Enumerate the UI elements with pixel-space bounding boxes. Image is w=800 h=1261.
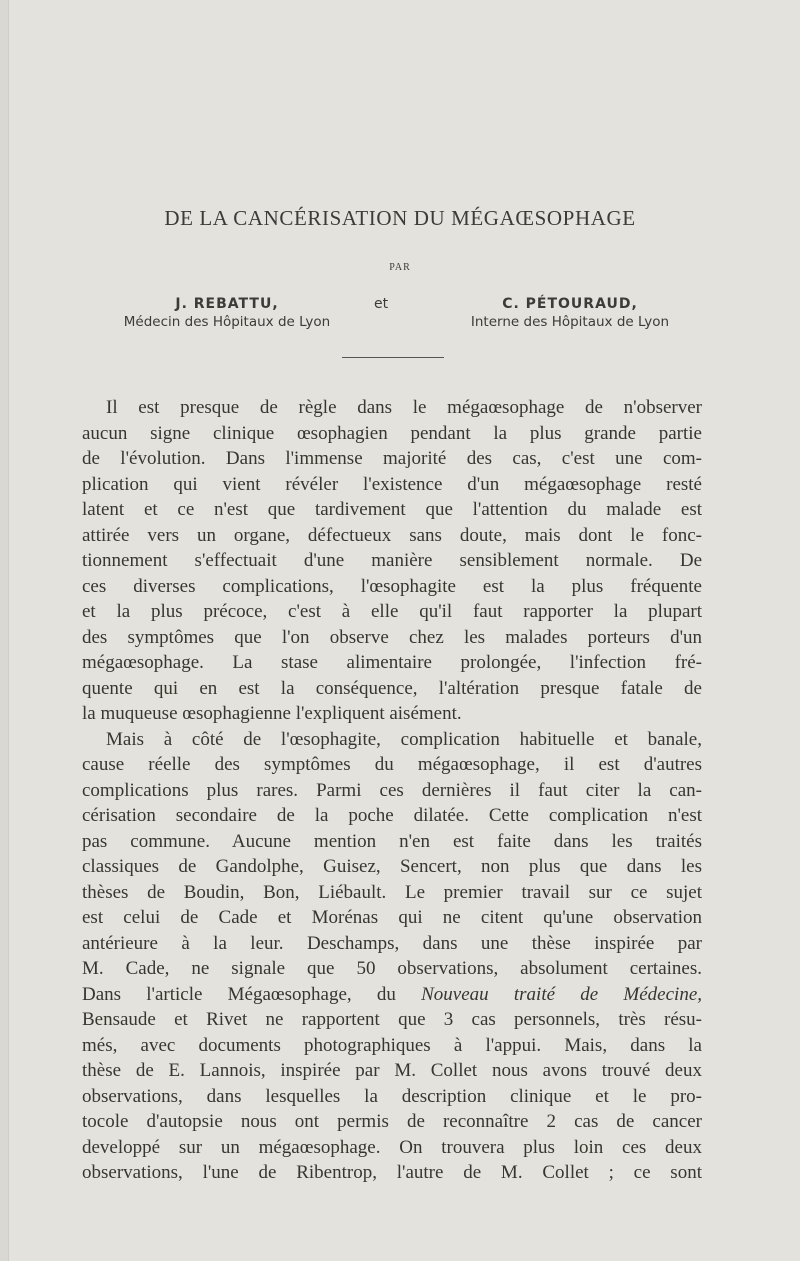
body-line: thèse de E. Lannois, inspirée par M. Collet nous avons trouvé deux — [82, 1060, 702, 1081]
body-line: Il est presque de règle dans le mégaœsophage de n'observer — [106, 397, 702, 418]
body-line-part: Dans l'article Mégaœsophage, du — [82, 983, 396, 1005]
by-label: PAR — [389, 262, 411, 273]
author-role: Médecin des Hôpitaux de Lyon — [123, 314, 331, 330]
author-rebattu — [67, 296, 387, 330]
conjunction: et — [374, 296, 389, 312]
body-line: la muqueuse œsophagienne l'expliquent aisément. — [82, 703, 462, 724]
italic-citation: Nouveau traité de Médecine, — [421, 983, 702, 1005]
author-name: J. REBATTU, — [175, 296, 279, 312]
body-line: cause réelle des symptômes du mégaœsophage, il est d'autres — [82, 754, 702, 775]
body-line: de l'évolution. Dans l'immense majorité des cas, c'est une com- — [82, 448, 702, 469]
body-line: més, avec documents photographiques à l'appui. Mais, dans la — [82, 1034, 702, 1056]
body-line: observations, l'une de Ribentrop, l'autre de M. Collet ; ce sont — [82, 1162, 702, 1183]
body-line: plication qui vient révéler l'existence d'un mégaœsophage resté — [82, 473, 702, 495]
body-line: Mais à côté de l'œsophagite, complication habituelle et banale, — [106, 728, 702, 750]
body-line: est celui de Cade et Morénas qui ne citent qu'une observation — [82, 907, 702, 928]
body-line: tionnement s'effectuait d'une manière sensiblement normale. De — [82, 550, 702, 571]
body-line: Bensaude et Rivet ne rapportent que 3 cas personnels, très résu- — [82, 1009, 702, 1030]
body-line: complications plus rares. Parmi ces dernières il faut citer la can- — [82, 779, 702, 801]
body-line: latent et ce n'est que tardivement que l'attention du malade est — [82, 499, 702, 520]
body-line: des symptômes que l'on observe chez les malades porteurs d'un — [82, 626, 702, 648]
body-line: antérieure à la leur. Deschamps, dans une thèse inspirée par — [82, 932, 702, 954]
body-line: cérisation secondaire de la poche dilatée. Cette complication n'est — [82, 805, 702, 826]
body-line: observations, dans lesquelles la description clinique et le pro- — [82, 1085, 702, 1107]
body-line: tocole d'autopsie nous ont permis de reconnaître 2 cas de cancer — [82, 1111, 702, 1132]
body-line: aucun signe clinique œsophagien pendant la plus grande partie — [82, 422, 702, 444]
article-title: DE LA CANCÉRISATION DU MÉGAŒSOPHAGE — [164, 206, 636, 230]
body-line: ces diverses complications, l'œsophagite est la plus fréquente — [82, 575, 702, 597]
body-line: mégaœsophage. La stase alimentaire prolongée, l'infection fré- — [82, 652, 702, 673]
body-line: M. Cade, ne signale que 50 observations, absolument certaines. — [82, 958, 702, 979]
body-line: classiques de Gandolphe, Guisez, Sencert, non plus que dans les — [82, 856, 702, 877]
body-line: attirée vers un organe, défectueux sans doute, mais dont le fonc- — [82, 524, 702, 546]
body-line: pas commune. Aucune mention n'en est faite dans les traités — [82, 830, 702, 852]
body-line: developpé sur un mégaœsophage. On trouvera plus loin ces deux — [82, 1136, 702, 1158]
author-role: Interne des Hôpitaux de Lyon — [470, 314, 670, 330]
separator-rule — [342, 357, 444, 358]
body-line: thèses de Boudin, Bon, Liébault. Le premier travail sur ce sujet — [82, 881, 702, 903]
body-line: et la plus précoce, c'est à elle qu'il faut rapporter la plupart — [82, 601, 702, 622]
author-petouraud — [410, 296, 730, 330]
author-name: C. PÉTOURAUD, — [502, 296, 638, 312]
body-line-with-citation — [82, 982, 702, 1008]
body-line: quente qui en est la conséquence, l'altération presque fatale de — [82, 677, 702, 699]
article-body — [82, 395, 702, 1186]
